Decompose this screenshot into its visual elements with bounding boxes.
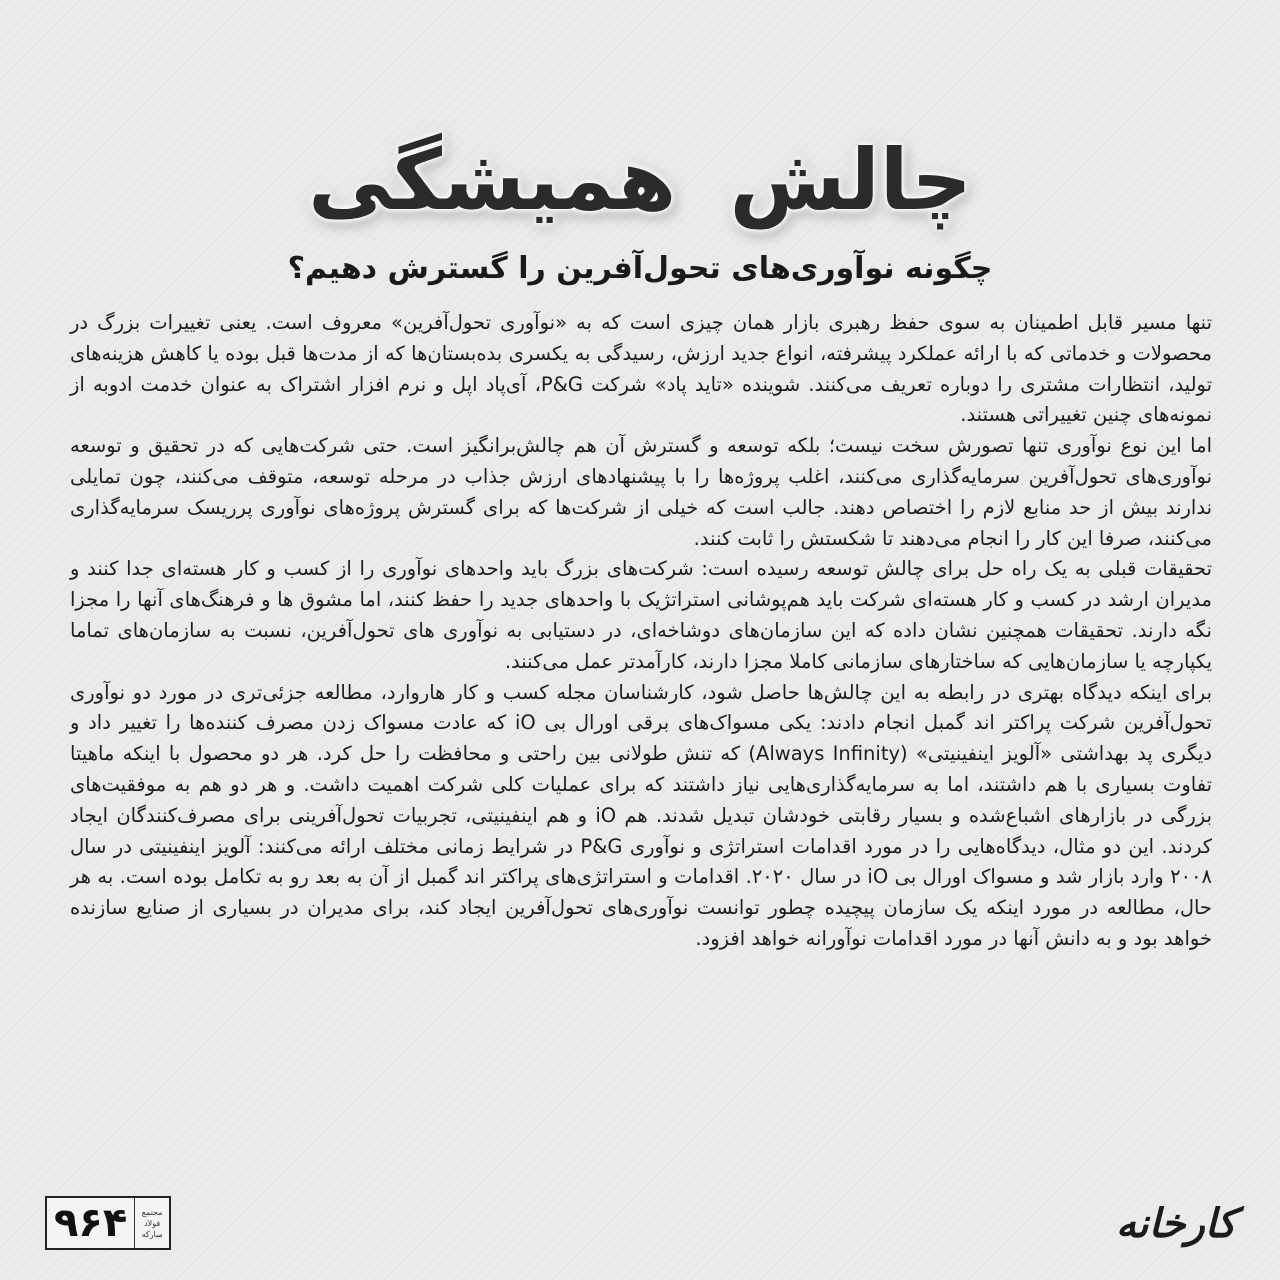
karkhaneh-logo: کارخانه	[1115, 1201, 1237, 1247]
article-paragraph: تنها مسیر قابل اطمینان به سوی حفظ رهبری بازار همان چیزی است که به «نوآوری تحول‌آفرین» معروف است. یعنی تغییرات بزرگ در محصولات و خدماتی که با ارائه عملکرد پیشرفته، انواع جدید ارزش، رسیدگی به یکسری بده‌بستان‌ها که از مدت‌ها قبل بوده یا کاهش هزینه‌های تولید، انتظارات مشتری را دوباره تعریف می‌کنند. شوینده «تاید پاد» شرکت P&G، آی‌پاد اپل و نرم افزار اشتراک به عنوان خدمت ادوبه از نمونه‌های چنین تغییراتی هستند.	[70, 311, 1213, 427]
mobarakeh-steel-logo	[45, 1196, 171, 1250]
logo-caption-line: مبارکه	[141, 1229, 163, 1239]
page-subtitle: چگونه نوآوری‌های تحول‌آفرین را گسترش دهیم؟	[287, 251, 993, 286]
article-body	[70, 308, 1212, 955]
article-paragraph: تحقیقات قبلی به یک راه حل برای چالش توسعه رسیده است: شرکت‌های بزرگ باید واحدهای نوآوری را از کسب و کار هسته‌ای جدا کنند و مدیران ارشد در کسب و کار هسته‌ای شرکت باید هم‌پوشانی استراتژیک با واحدهای جدید را حفظ کنند، اما مشوق ها و فرهنگ‌های آنها را مجزا نگه دارند. تحقیقات همچنین نشان داده که این سازمان‌های دوشاخه‌ای، در دستیابی به نوآوری های تحول‌آفرین، نسبت به سازمان‌های تماما یکپارچه یا سازمان‌هایی که ساختارهای سازمانی کاملا مجزا دارند، کارآمدتر عمل می‌کنند.	[70, 557, 1212, 673]
logo-caption-line: فولاد	[144, 1218, 161, 1228]
logo-caption-line: مجتمع	[141, 1207, 163, 1217]
page-title: چالش همیشگی	[308, 131, 972, 229]
logo-caption	[134, 1198, 169, 1248]
article-paragraph: برای اینکه دیدگاه بهتری در رابطه به این چالش‌ها حاصل شود، کارشناسان مجله کسب و کار هاروارد، مطالعه جزئی‌تری در مورد دو نوآوری تحول‌آفرین شرکت پراکتر اند گمبل انجام دادند: یکی مسواک‌های برقی اورال بی iO که عادت مسواک زدن مصرف کننده‌ها را تغییر داد و دیگری پد بهداشتی «آلویز اینفینیتی» (Always Infinity) که تنش طولانی بین راحتی و محافظت را حل کرد. هر دو محصول با اینکه ماهیتا تفاوت بسیاری با هم داشتند، اما به سرمایه‌گذاری‌هایی نیاز داشتند که برای عملیات کلی شرکت اهمیت داشت. و هر دو هم به موفقیت‌های بزرگی در بازارهای اشباع‌شده و بسیار رقابتی خودشان تبدیل شدند. هم iO و هم اینفینیتی، تجربیات تحول‌آفرینی برای مصرف‌کنندگان ایجاد کردند. این دو مثال، دیدگاه‌هایی را در مورد اقدامات استراتژی و نوآوری P&G در شرایط زمانی مختلف ارائه می‌کنند: آلویز اینفینیتی در سال ۲۰۰۸ وارد بازار شد و مسواک اورال بی iO در سال ۲۰۲۰. اقدامات و استراتژی‌های پراکتر اند گمبل از آن به بعد رو به تکامل بوده است. به هر حال، مطالعه در مورد اینکه یک سازمان پیچیده چطور توانست نوآوری‌های تحول‌آفرین ایجاد کند، برای مدیران در بسیاری از صنایع سازنده خواهد بود و به دانش آنها در مورد اقدامات نوآورانه خواهد افزود.	[70, 680, 1212, 950]
article-paragraph: اما این نوع نوآوری تنها تصورش سخت نیست؛ بلکه توسعه و گسترش آن هم چالش‌برانگیز است. حتی شرکت‌هایی که در تحقیق و توسعه نوآوری‌های تحول‌آفرین سرمایه‌گذاری می‌کنند، اغلب پروژه‌ها را با پیشنهادهای ارزش جذاب در مرحله توسعه، متوقف می‌کنند، چون تمایلی ندارند بیش از حد منابع لازم را اختصاص دهند. جالب است که خیلی از شرکت‌ها که برای گسترش پروژه‌های نوآوری پرریسک سرمایه‌گذاری می‌کنند، صرفا این کار را انجام می‌دهند تا شکستش را ثابت کنند.	[70, 434, 1212, 550]
logo-mark: ۹۶۴	[54, 1200, 128, 1246]
